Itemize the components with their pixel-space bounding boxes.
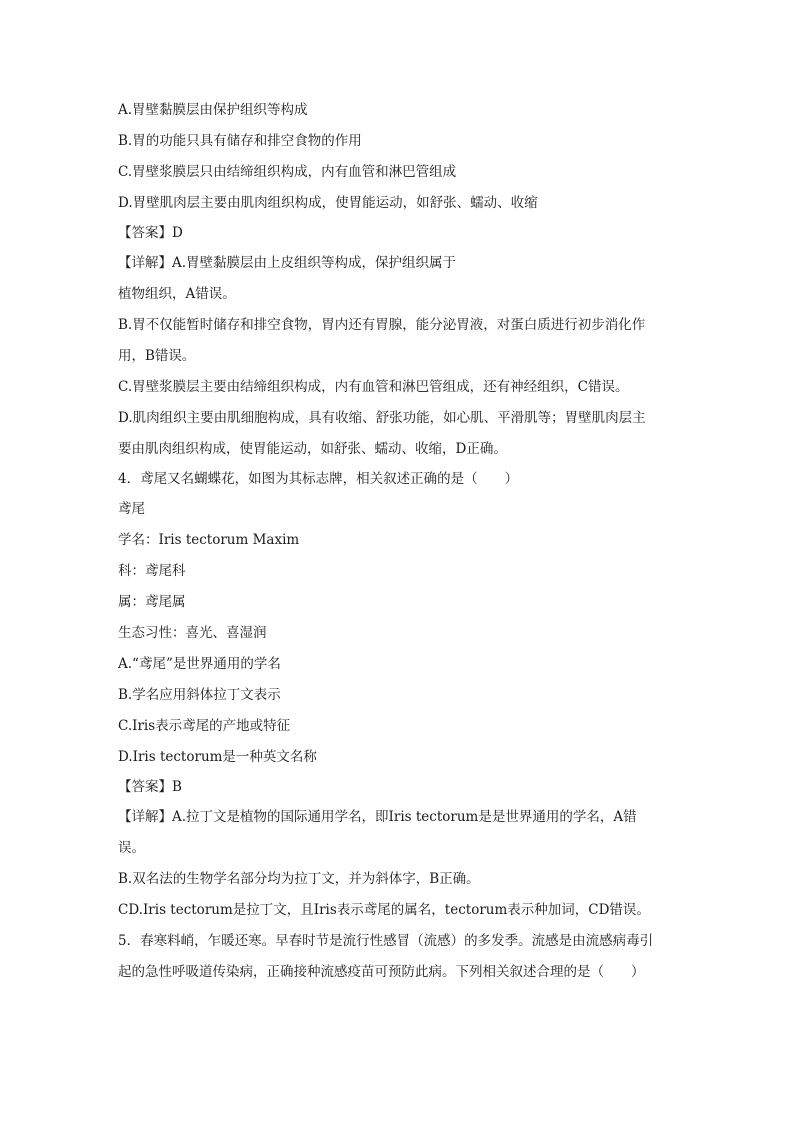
q3-explanation-c: C.胃壁浆膜层主要由结缔组织构成，内有血管和淋巴管组成，还有神经组织，C错误。 [118,379,629,395]
q3-answer: 【答案】D [118,225,183,241]
q4-sign-scientific-name: 学名：Iris tectorum Maxim [118,532,300,548]
q3-option-b: B.胃的功能只具有储存和排空食物的作用 [118,133,362,149]
q4-answer: 【答案】B [118,779,182,795]
q3-explanation-b-line2: 用，B错误。 [118,348,196,364]
q4-explanation-b: B.双名法的生物学名部分均为拉丁文，并为斜体字，B正确。 [118,871,480,887]
q3-explanation-b-line1: B.胃不仅能暂时储存和排空食物，胃内还有胃腺，能分泌胃液，对蛋白质进行初步消化作 [118,317,646,333]
q4-option-a: A.“鸢尾”是世界通用的学名 [118,656,281,672]
q4-sign-family: 科：鸢尾科 [118,563,186,579]
q4-option-c: C.Iris表示鸢尾的产地或特征 [118,718,291,734]
q4-sign-genus: 属：鸢尾属 [118,594,186,610]
q3-explanation-d-line2: 要由肌肉组织构成，使胃能运动，如舒张、蠕动、收缩，D正确。 [118,441,507,457]
q4-explanation-a-line2: 误。 [118,840,145,856]
q3-option-d: D.胃壁肌肉层主要由肌肉组织构成，使胃能运动，如舒张、蠕动、收缩 [118,195,538,211]
q4-option-b: B.学名应用斜体拉丁文表示 [118,687,281,703]
q3-explanation-d-line1: D.肌肉组织主要由肌细胞构成，具有收缩、舒张功能，如心肌、平滑肌等；胃壁肌肉层主 [118,410,646,426]
q4-explanation-a-line1: 【详解】A.拉丁文是植物的国际通用学名，即Iris tectorum是是世界通用的学名，A错 [118,809,637,825]
q3-explanation-a-line1: 【详解】A.胃壁黏膜层由上皮组织等构成，保护组织属于 [118,255,457,271]
q3-option-a: A.胃壁黏膜层由保护组织等构成 [118,102,308,118]
q4-option-d: D.Iris tectorum是一种英文名称 [118,749,317,765]
document-page [118,100,678,982]
q4-stem: 4．鸢尾又名蝴蝶花，如图为其标志牌，相关叙述正确的是（ ） [118,471,519,487]
q3-option-c: C.胃壁浆膜层只由结缔组织构成，内有血管和淋巴管组成 [118,164,457,180]
q3-explanation-a-line2: 植物组织，A错误。 [118,286,236,302]
q5-stem-line2: 起的急性呼吸道传染病，正确接种流感疫苗可预防此病。下列相关叙述合理的是（ ） [118,964,645,980]
q4-sign-habit: 生态习性：喜光、喜湿润 [118,625,267,641]
q5-stem-line1: 5．春寒料峭，乍暖还寒。早春时节是流行性感冒（流感）的多发季。流感是由流感病毒引 [118,933,654,949]
q4-explanation-cd: CD.Iris tectorum是拉丁文，且Iris表示鸢尾的属名，tectorum表示种加词，CD错误。 [118,902,650,918]
q4-sign-name: 鸢尾 [118,501,145,517]
